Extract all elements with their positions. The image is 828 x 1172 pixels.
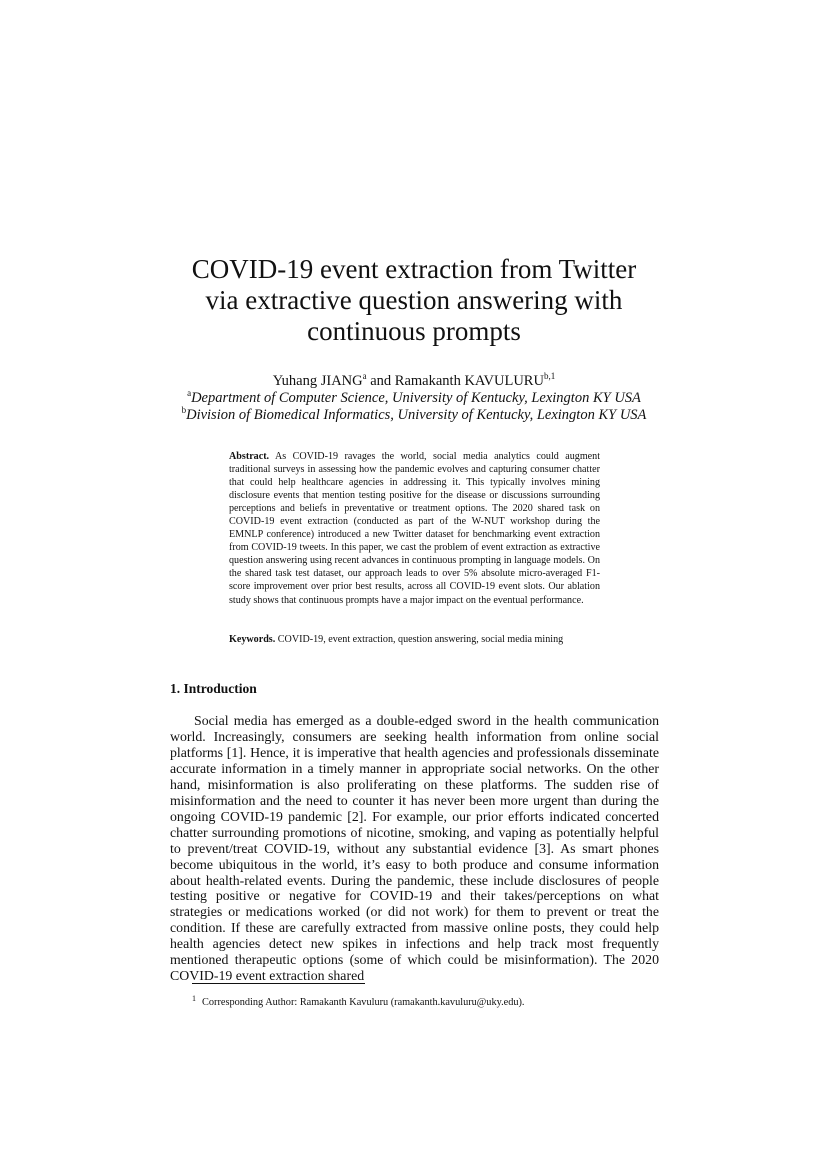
author-name: Yuhang JIANG xyxy=(272,373,363,389)
footnote-mark: 1 xyxy=(192,994,196,1003)
affiliation-mark: a xyxy=(187,388,192,398)
keywords-label: Keywords. xyxy=(229,634,276,645)
title-line: continuous prompts xyxy=(307,316,521,346)
affiliation-mark: b,1 xyxy=(543,371,556,381)
title-line: via extractive question answering with xyxy=(205,285,623,315)
affiliation-mark: a xyxy=(362,371,367,381)
author-conjunction: and xyxy=(366,373,395,389)
footnote-text: Corresponding Author: Ramakanth Kavuluru (ramakanth.kavuluru@uky.edu). xyxy=(202,997,525,1008)
paper-title xyxy=(0,254,828,347)
footnote-divider xyxy=(192,983,365,984)
abstract-text: As COVID-19 ravages the world, social media analytics could augment traditional surveys in assessing how the pandemic evolves and capturing consumer chatter that could help healthcare agencies in addressing it. This typically involves mining disclosure events that mention testing positive for the disease or discussions surrounding perceptions and beliefs in preventative or treatment options. The 2020 shared task on COVID-19 event extraction (conducted as part of the W-NUT workshop during the EMNLP conference) introduced a new Twitter dataset for benchmarking event extraction from COVID-19 tweets. In this paper, we cast the problem of event extraction as extractive question answering using recent advances in continuous prompting in language models. On the shared task test dataset, our approach leads to over 5% absolute micro-averaged F1-score improvement over prior best results, across all COVID-19 event slots. Our ablation study shows that continuous prompts have a major impact on the eventual performance. xyxy=(229,451,601,606)
section-heading: 1. Introduction xyxy=(170,681,257,696)
affiliation-text: Division of Biomedical Informatics, University of Kentucky, Lexington KY USA xyxy=(186,407,647,423)
title-line: COVID-19 event extraction from Twitter xyxy=(191,254,637,284)
author-name: Ramakanth KAVULURU xyxy=(394,373,544,389)
affiliation-mark: b xyxy=(181,405,187,415)
affiliation-text: Department of Computer Science, University of Kentucky, Lexington KY USA xyxy=(191,390,641,406)
keywords-text: COVID-19, event extraction, question answering, social media mining xyxy=(277,634,564,645)
affiliation-b xyxy=(0,402,828,424)
keywords xyxy=(229,633,609,646)
body-paragraph: Social media has emerged as a double-edged sword in the health communication world. Increasingly, consumers are seeking health information from online social platforms [1]. Hence, it is imperative that health agencies and professionals disseminate accurate information in a timely manner in appropriate social networks. On the other hand, misinformation is also proliferating on these platforms. The sudden rise of misinformation and the need to counter it has never been more urgent than during the ongoing COVID-19 pandemic [2]. For example, our prior efforts indicated concerted chatter surrounding promotions of nicotine, smoking, and vaping as potentially helpful to prevent/treat COVID-19, without any substantial evidence [3]. As smart phones become ubiquitous in the world, it’s easy to both produce and consume information about health-related events. During the pandemic, these include disclosures of people testing positive or negative for COVID-19 and their takes/perceptions on what strategies or medications worked (or did not work) for them to prevent or treat the condition. If these are carefully extracted from massive online posts, they could help health agencies detect new spikes in infections and help track most frequently mentioned therapeutic options (some of which could be misinformation). The 2020 COVID-19 event extraction shared xyxy=(170,713,659,984)
footnote xyxy=(192,992,525,1009)
abstract-label: Abstract. xyxy=(229,451,270,462)
abstract xyxy=(229,450,600,607)
